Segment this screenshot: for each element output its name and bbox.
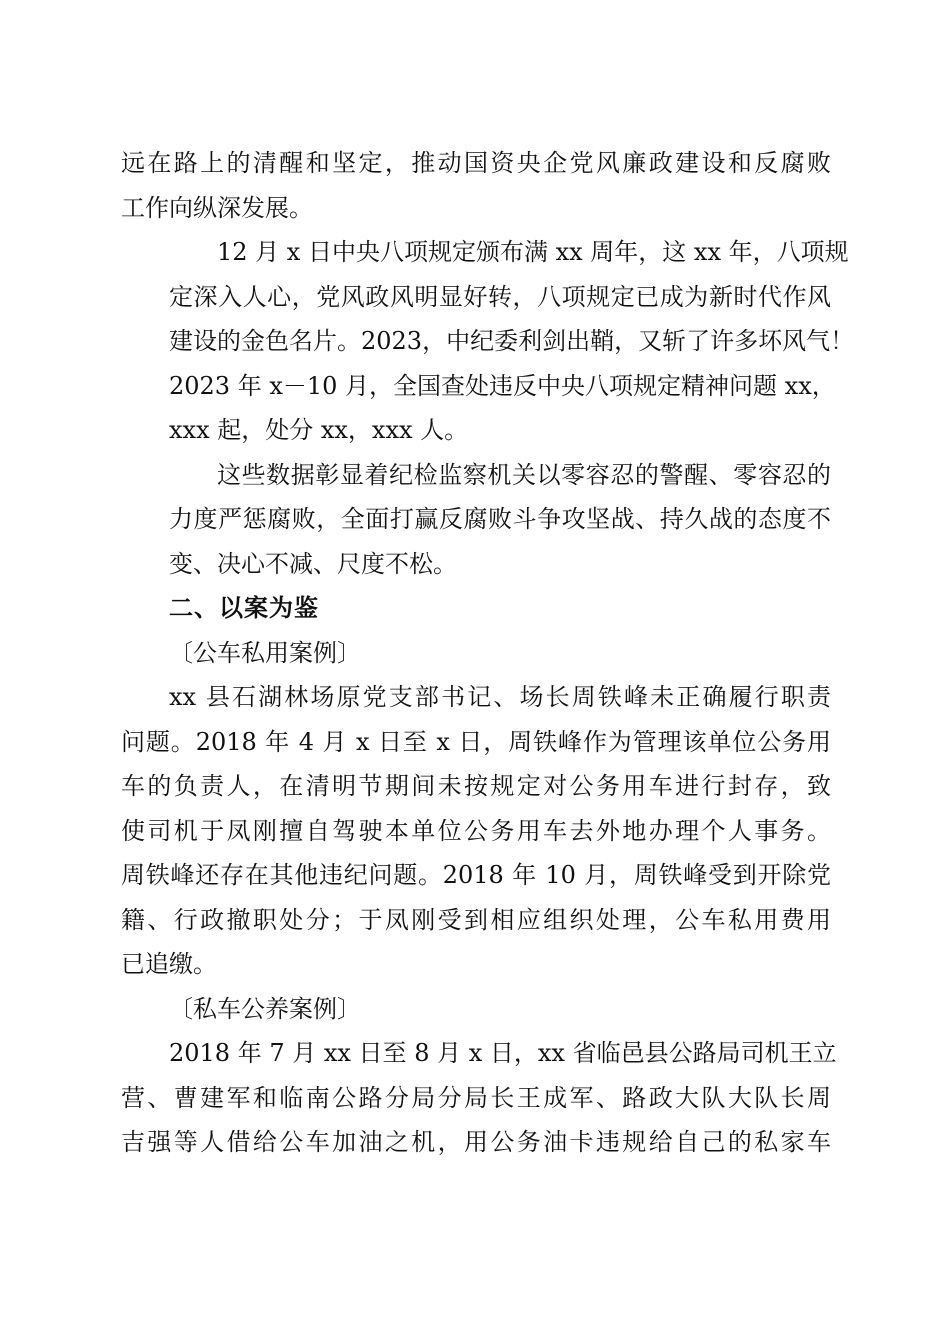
paragraph-eight-rules [121, 230, 855, 453]
text-line: 问题。2018 年 4 月 x 日至 x 日，周铁峰作为管理该单位公务用 [121, 727, 831, 756]
text-line: xxx 起，处分 xx，xxx 人。 [169, 416, 469, 444]
document-body [121, 141, 855, 1165]
text-line: xx 县石湖林场原党支部书记、场长周铁峰未正确履行职责 [169, 683, 831, 711]
text-line: 工作向纵深发展。 [121, 193, 313, 222]
text-line: 定深入人心，党风政风明显好转，八项规定已成为新时代作风 [169, 282, 831, 311]
text-line: 营、曹建军和临南公路分局分局长王成军、路政大队大队长周 [121, 1083, 831, 1112]
text-line: 这些数据彰显着纪检监察机关以零容忍的警醒、零容忍的 [217, 460, 831, 489]
text-line: 变、决心不减、尺度不松。 [169, 549, 457, 578]
case-paragraph-private-car-public-maintenance [121, 1031, 837, 1165]
text-line: 周铁峰还存在其他违纪问题。2018 年 10 月，周铁峰受到开除党 [121, 861, 831, 889]
text-line: 使司机于凤刚擅自驾驶本单位公务用车去外地办理个人事务。 [121, 816, 831, 845]
text-line: 已追缴。 [121, 950, 217, 978]
paragraph-data-summary [121, 453, 831, 587]
text-line: 车的负责人，在清明节期间未按规定对公务用车进行封存，致 [121, 772, 831, 800]
text-line: 籍、行政撤职处分；于凤刚受到相应组织处理，公车私用费用 [121, 905, 831, 934]
text-line: 2023 年 x－10 月，全国查处违反中央八项规定精神问题 xx， [169, 371, 836, 400]
text-line: 2018 年 7 月 xx 日至 8 月 x 日，xx 省临邑县公路局司机王立 [169, 1039, 837, 1067]
text-line: 12 月 x 日中央八项规定颁布满 xx 周年，这 xx 年，八项规 [217, 238, 849, 266]
section-heading: 二、以案为鉴 [169, 594, 319, 622]
text-line: 力度严惩腐败，全面打赢反腐败斗争攻坚战、持久战的态度不 [169, 505, 831, 533]
text-line: 建设的金色名片。2023，中纪委利剑出鞘，又斩了许多坏风气！ [169, 327, 855, 355]
text-line: 远在路上的清醒和坚定，推动国资央企党风廉政建设和反腐败 [121, 149, 831, 177]
text-line: 吉强等人借给公车加油之机，用公务油卡违规给自己的私家车 [121, 1128, 831, 1156]
case-label-private-car-public-maintenance: 〔私车公养案例〕 [169, 994, 361, 1023]
paragraph-continuation [121, 141, 831, 230]
case-label-official-car-private-use: 〔公车私用案例〕 [169, 638, 361, 667]
case-paragraph-official-car-private-use [121, 675, 831, 987]
